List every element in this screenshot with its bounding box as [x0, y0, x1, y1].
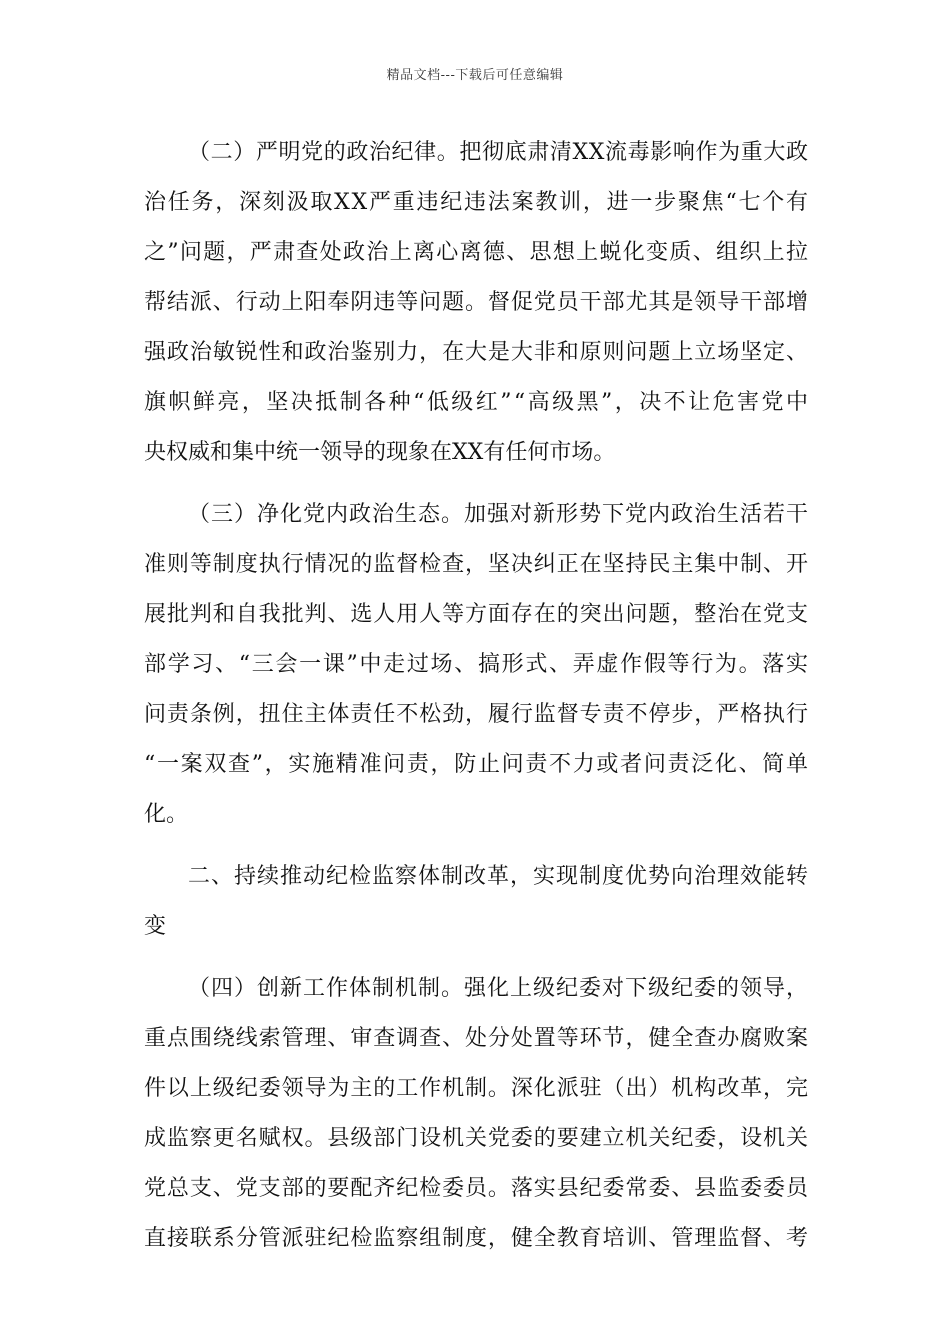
text-line: 二、持续推动纪检监察体制改革，实现制度优势向治理效能转 — [188, 864, 809, 889]
section-heading — [144, 852, 808, 952]
text-line: 重点围绕线索管理、审查调查、处分处置等环节，健全查办腐败案 — [144, 1026, 809, 1051]
paragraph-political-ecology — [144, 490, 808, 840]
text-line: 之”问题，严肃查处政治上离心离德、思想上蜕化变质、组织上拉 — [144, 240, 810, 265]
text-line: 旗帜鲜亮，坚决抵制各种“低级红”“高级黑”，决不让危害党中 — [144, 390, 811, 415]
paragraph-discipline — [144, 128, 811, 478]
text-line: 准则等制度执行情况的监督检查，坚决纠正在坚持民主集中制、开 — [144, 552, 809, 577]
text-line: （二）严明党的政治纪律。把彻底肃清XX流毒影响作为重大政 — [188, 140, 809, 165]
text-line: 展批判和自我批判、选人用人等方面存在的突出问题，整治在党支 — [144, 602, 809, 627]
text-line: 帮结派、行动上阳奉阴违等问题。督促党员干部尤其是领导干部增 — [144, 290, 809, 315]
text-line: 部学习、“三会一课”中走过场、搞形式、弄虚作假等行为。落实 — [144, 652, 810, 677]
text-line: 问责条例，扭住主体责任不松劲，履行监督专责不停步，严格执行 — [144, 702, 809, 727]
page-header: 精品文档---下载后可任意编辑 — [386, 68, 564, 83]
text-line: （四）创新工作体制机制。强化上级纪委对下级纪委的领导， — [188, 976, 809, 1001]
text-line: 直接联系分管派驻纪检监察组制度，健全教育培训、管理监督、考 — [144, 1226, 809, 1251]
text-line: 央权威和集中统一领导的现象在XX有任何市场。 — [144, 440, 616, 465]
paragraph-mechanism — [144, 964, 808, 1264]
text-line: 党总支、党支部的要配齐纪检委员。落实县纪委常委、县监委委员 — [144, 1176, 809, 1201]
text-line: （三）净化党内政治生态。加强对新形势下党内政治生活若干 — [188, 502, 809, 527]
text-line: 变 — [144, 914, 167, 939]
text-line: 成监察更名赋权。县级部门设机关党委的要建立机关纪委，设机关 — [144, 1126, 809, 1151]
text-line: 治任务，深刻汲取XX严重违纪违法案教训，进一步聚焦“七个有 — [144, 190, 810, 215]
text-line: 化。 — [144, 802, 189, 827]
text-line: 件以上级纪委领导为主的工作机制。深化派驻（出）机构改革，完 — [144, 1076, 809, 1101]
text-line: 强政治敏锐性和政治鉴别力，在大是大非和原则问题上立场坚定、 — [144, 340, 809, 365]
document-body — [144, 128, 811, 1264]
text-line: “一案双查”，实施精准问责，防止问责不力或者问责泛化、简单 — [144, 752, 810, 777]
